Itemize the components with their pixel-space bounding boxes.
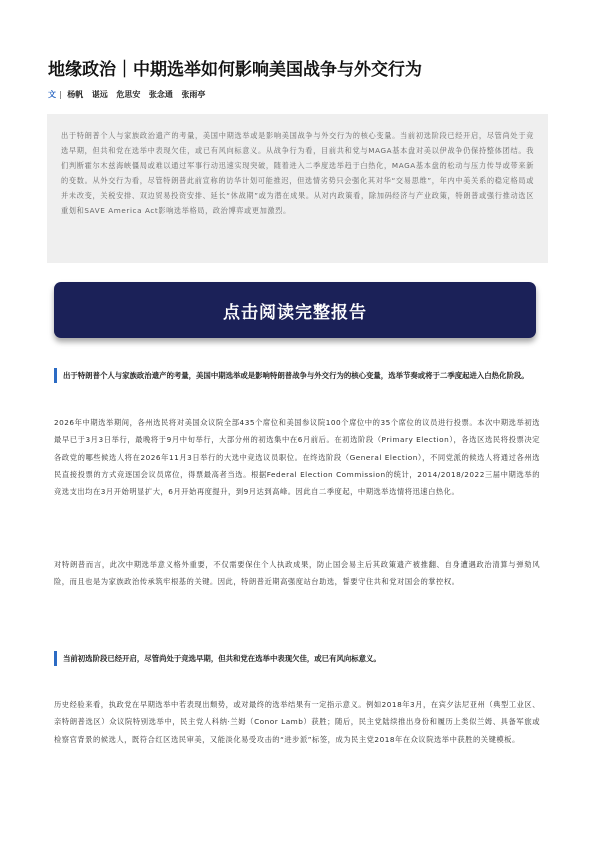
body-paragraph: 对特朗普而言，此次中期选举意义格外重要，不仅需要保住个人执政成果，防止国会易主后其政策遗产被推翻、自身遭遇政治清算与弹劾风险，而且也是为家族政治传承筑牢根基的关键。因此，特朗普近期高强度站台助选，誓要守住共和党对国会的掌控权。 <box>54 560 540 587</box>
abstract-text: 出于特朗普个人与家族政治遗产的考量，美国中期选举或是影响美国战争与外交行为的核心变量。当前初选阶段已经开启，尽管尚处于竞选早期，但共和党在选举中表现欠佳，或已有风向标意义。从战争行为看，目前共和党与MAGA基本盘对美以伊战争仍保持整体团结。我们判断霍尔木兹海峡僵局或难以通过军事行动迅速实现突破，随着进入二季度选举趋于白热化，MAGA基本盘的松动与压力传导或带来新的变数。从外交行为看，尽管特朗普此前宣称的访华计划可能推迟，但选情劣势只会强化其对华“交易思维”，年内中美关系的稳定格局或并未改变，关税安排、双边贸易投资安排、延长“休战期”或为潜在成果。从对内政策看，除加码经济与产业政策，特朗普或强行推动选区重划和SAVE America Act影响选举格局，政治博弈或更加激烈。 <box>61 131 534 215</box>
byline-separator: | <box>59 90 62 99</box>
author-name: 张念通 <box>148 90 173 99</box>
author-name: 张雨亭 <box>181 90 206 99</box>
article-title: 地缘政治｜中期选举如何影响美国战争与外交行为 <box>48 60 422 80</box>
body-paragraph: 历史经验来看，执政党在早期选举中若表现出颓势，或对最终的选举结果有一定指示意义。例如2018年3月，在宾夕法尼亚州（典型工业区、亲特朗普选区）众议院特别选举中，民主党人科纳·兰姆（Conor Lamb）获胜；随后，民主党陆续推出身份和履历上类似兰姆、具备军旅或检察官背景的候选人，既符合红区选民审美，又能淡化易受攻击的“进步派”标签，成为民主党2018年在众议院选举中获胜的关键模板。 <box>54 700 540 744</box>
section-highlight: 当前初选阶段已经开启，尽管尚处于竞选早期，但共和党在选举中表现欠佳，或已有风向标意义。 <box>54 651 543 666</box>
byline-label: 文 <box>48 90 56 99</box>
author-name: 谌远 <box>91 90 108 99</box>
read-full-report-button[interactable]: 点击阅读完整报告 <box>54 282 536 338</box>
author-name: 危思安 <box>116 90 141 99</box>
section-highlight: 出于特朗普个人与家族政治遗产的考量，美国中期选举或是影响特朗普战争与外交行为的核心变量，选举节奏或将于二季度起进入白热化阶段。 <box>54 368 543 383</box>
body-paragraph: 2026年中期选举期间，各州选民将对美国众议院全部435个席位和美国参议院100个席位中的35个席位的议员进行投票。本次中期选举初选最早已于3月3日举行，最晚将于9月中旬举行，大部分州的初选集中在6月前后。在初选阶段（Primary Election），各选区选民将投票决定各政党的哪些候选人将在2026年11月3日举行的大选中竞选议员职位。在终选阶段（General Election），不同党派的候选人将通过各州选民直接投票的方式竞逐国会议员席位，得票最高者当选。根据Federal Election Commission的统计，2014/2018/2022三届中期选举的竞选支出均在3月开始明显扩大，6月开始再度提升，到9月达到高峰。因此自二季度起，中期选举选情将迅速白热化。 <box>54 418 540 497</box>
byline <box>48 89 211 101</box>
abstract-box <box>47 114 548 263</box>
author-name: 杨帆 <box>67 90 84 99</box>
